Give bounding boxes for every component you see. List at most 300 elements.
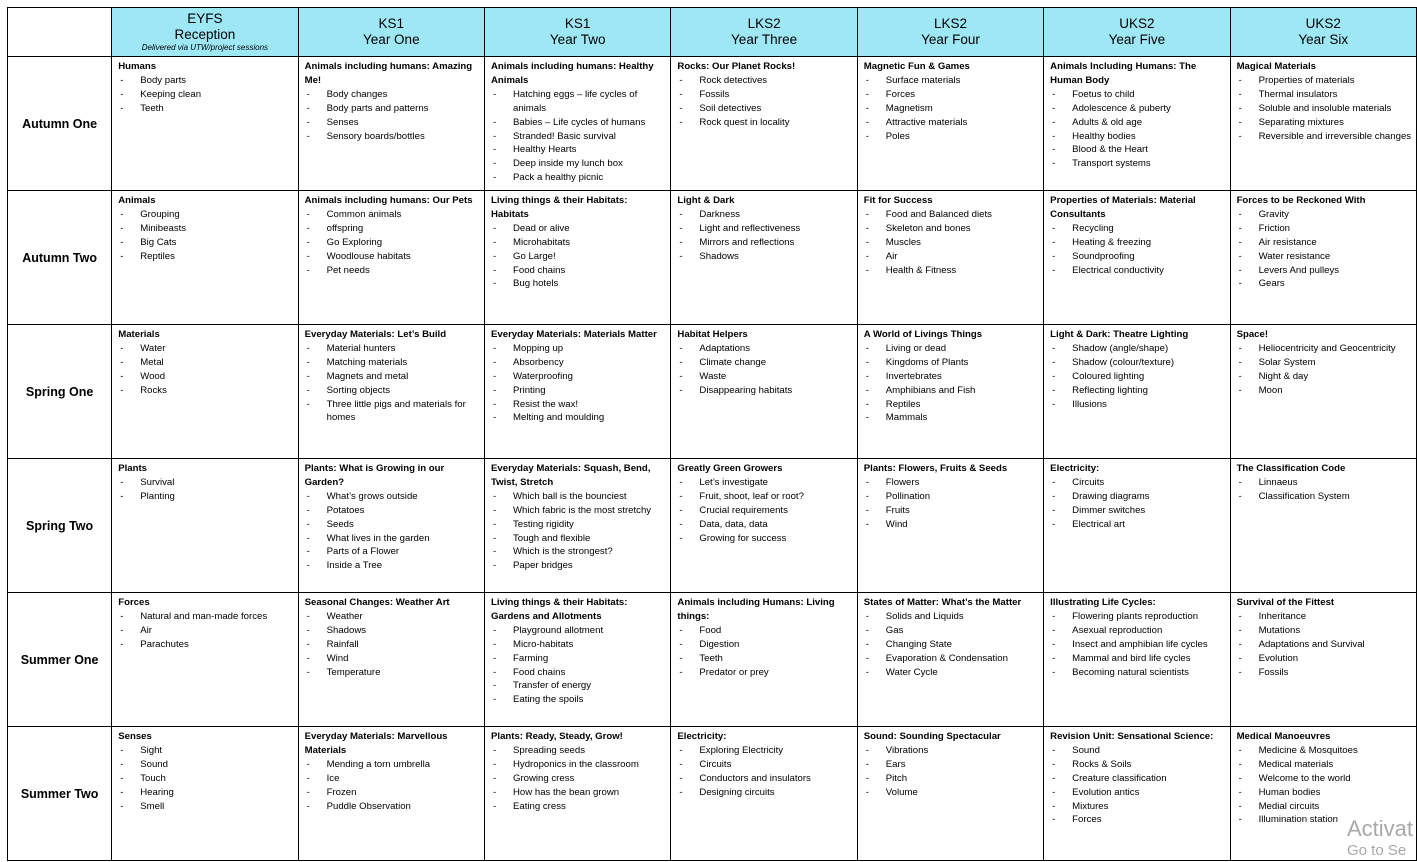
term-label: Autumn Two bbox=[8, 191, 112, 325]
unit-cell bbox=[1230, 593, 1416, 727]
unit-cell bbox=[485, 57, 671, 191]
curriculum-table bbox=[7, 7, 1417, 861]
unit-title: Forces bbox=[118, 597, 150, 608]
lesson-item: - Pollination bbox=[864, 490, 1039, 504]
lesson-item: - Body parts and patterns bbox=[305, 102, 480, 116]
lesson-item: - Weather bbox=[305, 610, 480, 624]
lesson-item: - Vibrations bbox=[864, 744, 1039, 758]
lesson-item: - Mixtures bbox=[1050, 800, 1225, 814]
lesson-list bbox=[1050, 88, 1225, 171]
unit-cell bbox=[857, 593, 1043, 727]
key-stage-label: KS1 bbox=[378, 16, 405, 31]
lesson-list bbox=[118, 476, 293, 504]
lesson-item: - Waterproofing bbox=[491, 370, 666, 384]
lesson-list bbox=[864, 476, 1039, 532]
header-cell bbox=[1044, 8, 1230, 57]
lesson-item: - Illumination station bbox=[1237, 813, 1412, 827]
lesson-item: - Teeth bbox=[677, 652, 852, 666]
unit-cell bbox=[857, 191, 1043, 325]
lesson-item: - Melting and moulding bbox=[491, 411, 666, 425]
lesson-item: - Health & Fitness bbox=[864, 264, 1039, 278]
unit-cell bbox=[112, 57, 298, 191]
lesson-item: - Adolescence & puberty bbox=[1050, 102, 1225, 116]
unit-title: Living things & their Habitats: Habitats bbox=[491, 195, 628, 220]
term-row bbox=[8, 459, 1417, 593]
unit-title: Everyday Materials: Marvellous Materials bbox=[304, 731, 448, 756]
unit-cell bbox=[112, 593, 298, 727]
lesson-item: - Babies – Life cycles of humans bbox=[491, 116, 666, 130]
lesson-item: - Levers And pulleys bbox=[1237, 264, 1412, 278]
header-cell bbox=[298, 8, 484, 57]
lesson-item: - Sight bbox=[118, 744, 293, 758]
unit-cell bbox=[1044, 459, 1230, 593]
key-stage-label: LKS2 bbox=[747, 16, 781, 31]
lesson-item: - Micro-habitats bbox=[491, 638, 666, 652]
lesson-list bbox=[118, 208, 293, 264]
lesson-item: - Ears bbox=[864, 758, 1039, 772]
unit-cell bbox=[671, 57, 857, 191]
unit-title: Habitat Helpers bbox=[677, 329, 748, 340]
unit-title: Rocks: Our Planet Rocks! bbox=[677, 61, 796, 72]
lesson-item: - Matching materials bbox=[305, 356, 480, 370]
lesson-item: - Fossils bbox=[1237, 666, 1412, 680]
lesson-item: - Dead or alive bbox=[491, 222, 666, 236]
lesson-item: - Water resistance bbox=[1237, 250, 1412, 264]
unit-cell bbox=[671, 191, 857, 325]
lesson-item: - Medicine & Mosquitoes bbox=[1237, 744, 1412, 758]
unit-cell bbox=[298, 325, 484, 459]
unit-cell bbox=[1044, 191, 1230, 325]
lesson-list bbox=[677, 744, 852, 800]
unit-title: Light & Dark: Theatre Lighting bbox=[1050, 329, 1189, 340]
lesson-item: - Blood & the Heart bbox=[1050, 143, 1225, 157]
header-corner-cell bbox=[8, 8, 112, 57]
header-cell bbox=[671, 8, 857, 57]
lesson-list bbox=[305, 758, 480, 814]
unit-cell bbox=[671, 593, 857, 727]
lesson-item: - Foetus to child bbox=[1050, 88, 1225, 102]
lesson-item: - Shadow (angle/shape) bbox=[1050, 342, 1225, 356]
lesson-list bbox=[305, 490, 480, 573]
lesson-item: - Digestion bbox=[677, 638, 852, 652]
lesson-item: - Light and reflectiveness bbox=[677, 222, 852, 236]
lesson-item: - Three little pigs and materials for homes bbox=[305, 398, 480, 426]
lesson-item: - Air resistance bbox=[1237, 236, 1412, 250]
unit-title: Everyday Materials: Let’s Build bbox=[304, 329, 447, 340]
unit-cell bbox=[1044, 325, 1230, 459]
lesson-item: - Metal bbox=[118, 356, 293, 370]
unit-title: Plants bbox=[118, 463, 148, 474]
lesson-item: - Which ball is the bounciest bbox=[491, 490, 666, 504]
lesson-item: - Attractive materials bbox=[864, 116, 1039, 130]
unit-title: Fit for Success bbox=[863, 195, 933, 206]
lesson-list bbox=[118, 610, 293, 652]
lesson-list bbox=[864, 208, 1039, 278]
lesson-item: - Soundproofing bbox=[1050, 250, 1225, 264]
lesson-item: - Rocks & Soils bbox=[1050, 758, 1225, 772]
year-group-label: Year One bbox=[363, 32, 420, 47]
lesson-item: - Pitch bbox=[864, 772, 1039, 786]
lesson-item: - Let’s investigate bbox=[677, 476, 852, 490]
lesson-item: - Paper bridges bbox=[491, 559, 666, 573]
lesson-list bbox=[677, 208, 852, 264]
lesson-item: - Farming bbox=[491, 652, 666, 666]
unit-title: Humans bbox=[118, 61, 157, 72]
lesson-item: - Keeping clean bbox=[118, 88, 293, 102]
term-row bbox=[8, 57, 1417, 191]
lesson-item: - Reptiles bbox=[864, 398, 1039, 412]
unit-title: Forces to be Reckoned With bbox=[1236, 195, 1366, 206]
lesson-item: - Inheritance bbox=[1237, 610, 1412, 624]
unit-cell bbox=[1044, 57, 1230, 191]
unit-cell bbox=[485, 325, 671, 459]
lesson-item: - Shadow (colour/texture) bbox=[1050, 356, 1225, 370]
lesson-item: - Pet needs bbox=[305, 264, 480, 278]
lesson-item: - Solids and Liquids bbox=[864, 610, 1039, 624]
lesson-item: - Friction bbox=[1237, 222, 1412, 236]
lesson-list bbox=[491, 222, 666, 292]
lesson-list bbox=[1237, 610, 1412, 680]
lesson-item: - Teeth bbox=[118, 102, 293, 116]
lesson-item: - offspring bbox=[305, 222, 480, 236]
lesson-item: - Mopping up bbox=[491, 342, 666, 356]
lesson-list bbox=[118, 74, 293, 116]
lesson-item: - Coloured lighting bbox=[1050, 370, 1225, 384]
lesson-item: - Which fabric is the most stretchy bbox=[491, 504, 666, 518]
lesson-list bbox=[677, 74, 852, 130]
lesson-item: - Sorting objects bbox=[305, 384, 480, 398]
lesson-item: - Magnets and metal bbox=[305, 370, 480, 384]
lesson-item: - Climate change bbox=[677, 356, 852, 370]
lesson-item: - Properties of materials bbox=[1237, 74, 1412, 88]
lesson-item: - Kingdoms of Plants bbox=[864, 356, 1039, 370]
lesson-item: - Forces bbox=[1050, 813, 1225, 827]
unit-cell bbox=[112, 191, 298, 325]
lesson-item: - Temperature bbox=[305, 666, 480, 680]
unit-title: Space! bbox=[1236, 329, 1269, 340]
lesson-item: - Playground allotment bbox=[491, 624, 666, 638]
lesson-item: - What lives in the garden bbox=[305, 532, 480, 546]
unit-title: Animals including humans: Our Pets bbox=[304, 195, 473, 206]
lesson-item: - Crucial requirements bbox=[677, 504, 852, 518]
lesson-item: - Evolution bbox=[1237, 652, 1412, 666]
lesson-list bbox=[677, 476, 852, 546]
year-group-label: Year Two bbox=[549, 32, 606, 47]
lesson-item: - Reflecting lighting bbox=[1050, 384, 1225, 398]
lesson-item: - Evaporation & Condensation bbox=[864, 652, 1039, 666]
header-row bbox=[8, 8, 1417, 57]
lesson-item: - Illusions bbox=[1050, 398, 1225, 412]
lesson-item: - Thermal insulators bbox=[1237, 88, 1412, 102]
lesson-item: - Human bodies bbox=[1237, 786, 1412, 800]
lesson-list bbox=[491, 624, 666, 707]
lesson-item: - Medical materials bbox=[1237, 758, 1412, 772]
lesson-item: - Absorbency bbox=[491, 356, 666, 370]
lesson-item: - Solar System bbox=[1237, 356, 1412, 370]
term-row bbox=[8, 593, 1417, 727]
term-row bbox=[8, 325, 1417, 459]
lesson-item: - Heliocentricity and Geocentricity bbox=[1237, 342, 1412, 356]
key-stage-label: LKS2 bbox=[933, 16, 967, 31]
lesson-item: - Frozen bbox=[305, 786, 480, 800]
unit-cell bbox=[485, 593, 671, 727]
year-group-label: Year Four bbox=[921, 32, 980, 47]
lesson-list bbox=[864, 610, 1039, 680]
lesson-item: - Heating & freezing bbox=[1050, 236, 1225, 250]
lesson-item: - Reversible and irreversible changes bbox=[1237, 130, 1412, 144]
lesson-item: - Smell bbox=[118, 800, 293, 814]
lesson-item: - Puddle Observation bbox=[305, 800, 480, 814]
header-cell bbox=[1230, 8, 1416, 57]
lesson-item: - Ice bbox=[305, 772, 480, 786]
lesson-list bbox=[864, 342, 1039, 425]
unit-title: Senses bbox=[118, 731, 152, 742]
lesson-list bbox=[1237, 342, 1412, 398]
lesson-item: - Transport systems bbox=[1050, 157, 1225, 171]
unit-title: Plants: What is Growing in our Garden? bbox=[304, 463, 445, 488]
lesson-item: - Body changes bbox=[305, 88, 480, 102]
lesson-list bbox=[491, 342, 666, 425]
lesson-item: - Shadows bbox=[305, 624, 480, 638]
unit-cell bbox=[671, 459, 857, 593]
lesson-item: - Soil detectives bbox=[677, 102, 852, 116]
lesson-item: - Deep inside my lunch box bbox=[491, 157, 666, 171]
unit-title: Animals bbox=[118, 195, 156, 206]
lesson-item: - Go Large! bbox=[491, 250, 666, 264]
lesson-item: - Wind bbox=[864, 518, 1039, 532]
unit-cell bbox=[112, 325, 298, 459]
term-row bbox=[8, 191, 1417, 325]
term-label: Autumn One bbox=[8, 57, 112, 191]
lesson-item: - Separating mixtures bbox=[1237, 116, 1412, 130]
lesson-item: - Sound bbox=[1050, 744, 1225, 758]
lesson-item: - Fruit, shoot, leaf or root? bbox=[677, 490, 852, 504]
year-group-label: Year Five bbox=[1108, 32, 1166, 47]
lesson-item: - Muscles bbox=[864, 236, 1039, 250]
lesson-item: - Eating cress bbox=[491, 800, 666, 814]
lesson-item: - Touch bbox=[118, 772, 293, 786]
unit-cell bbox=[485, 727, 671, 861]
lesson-item: - Welcome to the world bbox=[1237, 772, 1412, 786]
lesson-item: - Disappearing habitats bbox=[677, 384, 852, 398]
lesson-item: - Woodlouse habitats bbox=[305, 250, 480, 264]
lesson-list bbox=[491, 490, 666, 573]
lesson-item: - Transfer of energy bbox=[491, 679, 666, 693]
lesson-list bbox=[1237, 476, 1412, 504]
unit-cell bbox=[857, 57, 1043, 191]
lesson-item: - Healthy Hearts bbox=[491, 143, 666, 157]
unit-title: Survival of the Fittest bbox=[1236, 597, 1335, 608]
lesson-item: - Eating the spoils bbox=[491, 693, 666, 707]
lesson-list bbox=[1050, 610, 1225, 680]
unit-cell bbox=[1230, 325, 1416, 459]
unit-title: Electricity: bbox=[677, 731, 727, 742]
header-cell bbox=[112, 8, 298, 57]
lesson-item: - Go Exploring bbox=[305, 236, 480, 250]
lesson-item: - Rock detectives bbox=[677, 74, 852, 88]
lesson-item: - Becoming natural scientists bbox=[1050, 666, 1225, 680]
lesson-item: - Parachutes bbox=[118, 638, 293, 652]
lesson-item: - Waste bbox=[677, 370, 852, 384]
year-group-label: Reception bbox=[174, 27, 236, 42]
unit-cell bbox=[298, 57, 484, 191]
unit-title: Animals including humans: Healthy Animals bbox=[491, 61, 654, 86]
lesson-item: - Growing cress bbox=[491, 772, 666, 786]
lesson-item: - Darkness bbox=[677, 208, 852, 222]
lesson-item: - Water Cycle bbox=[864, 666, 1039, 680]
lesson-item: - Mammals bbox=[864, 411, 1039, 425]
unit-title: Properties of Materials: Material Consultants bbox=[1050, 195, 1196, 220]
lesson-item: - Surface materials bbox=[864, 74, 1039, 88]
lesson-list bbox=[491, 744, 666, 814]
key-stage-label: KS1 bbox=[564, 16, 591, 31]
lesson-list bbox=[1050, 222, 1225, 278]
lesson-item: - Healthy bodies bbox=[1050, 130, 1225, 144]
unit-cell bbox=[671, 325, 857, 459]
lesson-list bbox=[1050, 342, 1225, 412]
term-label: Spring One bbox=[8, 325, 112, 459]
key-stage-label: UKS2 bbox=[1305, 16, 1341, 31]
lesson-item: - Skeleton and bones bbox=[864, 222, 1039, 236]
watermark-line-1: Activat bbox=[1347, 816, 1414, 841]
lesson-item: - Stranded! Basic survival bbox=[491, 130, 666, 144]
lesson-item: - Planting bbox=[118, 490, 293, 504]
unit-title: Animals including humans: Amazing Me! bbox=[304, 61, 473, 86]
unit-cell bbox=[298, 727, 484, 861]
lesson-item: - Big Cats bbox=[118, 236, 293, 250]
unit-cell bbox=[1044, 727, 1230, 861]
lesson-item: - Amphibians and Fish bbox=[864, 384, 1039, 398]
lesson-item: - Food chains bbox=[491, 264, 666, 278]
lesson-list bbox=[1050, 476, 1225, 532]
unit-title: Magical Materials bbox=[1236, 61, 1317, 72]
lesson-list bbox=[1237, 74, 1412, 144]
lesson-item: - Spreading seeds bbox=[491, 744, 666, 758]
lesson-item: - Linnaeus bbox=[1237, 476, 1412, 490]
term-label: Summer Two bbox=[8, 727, 112, 861]
unit-title: Plants: Flowers, Fruits & Seeds bbox=[863, 463, 1008, 474]
unit-cell bbox=[1044, 593, 1230, 727]
lesson-item: - Predator or prey bbox=[677, 666, 852, 680]
lesson-item: - Drawing diagrams bbox=[1050, 490, 1225, 504]
activation-watermark bbox=[1347, 816, 1417, 860]
lesson-list bbox=[491, 88, 666, 185]
unit-title: Medical Manoeuvres bbox=[1236, 731, 1331, 742]
lesson-list bbox=[305, 208, 480, 278]
lesson-item: - What’s grows outside bbox=[305, 490, 480, 504]
unit-title: Illustrating Life Cycles: bbox=[1050, 597, 1156, 608]
lesson-list bbox=[305, 610, 480, 680]
unit-cell bbox=[857, 459, 1043, 593]
lesson-item: - Mending a torn umbrella bbox=[305, 758, 480, 772]
lesson-item: - Designing circuits bbox=[677, 786, 852, 800]
lesson-item: - Gravity bbox=[1237, 208, 1412, 222]
unit-title: Light & Dark bbox=[677, 195, 735, 206]
lesson-item: - Moon bbox=[1237, 384, 1412, 398]
lesson-item: - Mutations bbox=[1237, 624, 1412, 638]
lesson-item: - Medial circuits bbox=[1237, 800, 1412, 814]
lesson-item: - Hatching eggs – life cycles of animals bbox=[491, 88, 666, 116]
lesson-item: - Reptiles bbox=[118, 250, 293, 264]
lesson-item: - Seeds bbox=[305, 518, 480, 532]
lesson-item: - Asexual reproduction bbox=[1050, 624, 1225, 638]
lesson-item: - Evolution antics bbox=[1050, 786, 1225, 800]
lesson-item: - Rainfall bbox=[305, 638, 480, 652]
unit-cell bbox=[1230, 57, 1416, 191]
lesson-item: - Growing for success bbox=[677, 532, 852, 546]
unit-title: States of Matter: What’s the Matter bbox=[863, 597, 1022, 608]
lesson-item: - Fruits bbox=[864, 504, 1039, 518]
lesson-list bbox=[1237, 208, 1412, 291]
unit-cell bbox=[112, 727, 298, 861]
lesson-item: - Adaptations and Survival bbox=[1237, 638, 1412, 652]
lesson-item: - Material hunters bbox=[305, 342, 480, 356]
lesson-item: - Printing bbox=[491, 384, 666, 398]
lesson-item: - Adults & old age bbox=[1050, 116, 1225, 130]
lesson-item: - Potatoes bbox=[305, 504, 480, 518]
lesson-item: - Circuits bbox=[677, 758, 852, 772]
lesson-item: - Testing rigidity bbox=[491, 518, 666, 532]
unit-cell bbox=[112, 459, 298, 593]
lesson-item: - Gas bbox=[864, 624, 1039, 638]
lesson-item: - Shadows bbox=[677, 250, 852, 264]
unit-cell bbox=[1230, 459, 1416, 593]
lesson-item: - Conductors and insulators bbox=[677, 772, 852, 786]
year-group-label: Year Three bbox=[731, 32, 798, 47]
lesson-item: - Sensory boards/bottles bbox=[305, 130, 480, 144]
unit-cell bbox=[857, 325, 1043, 459]
lesson-item: - Living or dead bbox=[864, 342, 1039, 356]
unit-title: Magnetic Fun & Games bbox=[863, 61, 970, 72]
lesson-item: - Soluble and insoluble materials bbox=[1237, 102, 1412, 116]
unit-title: Seasonal Changes: Weather Art bbox=[304, 597, 450, 608]
lesson-item: - Mammal and bird life cycles bbox=[1050, 652, 1225, 666]
lesson-item: - Parts of a Flower bbox=[305, 545, 480, 559]
unit-title: Everyday Materials: Squash, Bend, Twist, Stretch bbox=[491, 463, 651, 488]
lesson-item: - Rock quest in locality bbox=[677, 116, 852, 130]
lesson-item: - Wood bbox=[118, 370, 293, 384]
lesson-item: - Adaptations bbox=[677, 342, 852, 356]
lesson-item: - Which is the strongest? bbox=[491, 545, 666, 559]
lesson-item: - Common animals bbox=[305, 208, 480, 222]
lesson-item: - Electrical conductivity bbox=[1050, 264, 1225, 278]
unit-cell bbox=[298, 593, 484, 727]
lesson-item: - Exploring Electricity bbox=[677, 744, 852, 758]
key-stage-label: UKS2 bbox=[1119, 16, 1155, 31]
unit-title: Electricity: bbox=[1050, 463, 1100, 474]
lesson-item: - Senses bbox=[305, 116, 480, 130]
lesson-item: - Creature classification bbox=[1050, 772, 1225, 786]
lesson-item: - Poles bbox=[864, 130, 1039, 144]
lesson-item: - Air bbox=[864, 250, 1039, 264]
lesson-item: - Food chains bbox=[491, 666, 666, 680]
term-row bbox=[8, 727, 1417, 861]
lesson-item: - Bug hotels bbox=[491, 277, 666, 291]
lesson-item: - Resist the wax! bbox=[491, 398, 666, 412]
lesson-item: - Volume bbox=[864, 786, 1039, 800]
unit-title: Revision Unit: Sensational Science: bbox=[1050, 731, 1214, 742]
lesson-item: - Food bbox=[677, 624, 852, 638]
unit-cell bbox=[1230, 191, 1416, 325]
delivery-note: Delivered via UTW/project sessions bbox=[141, 43, 269, 52]
lesson-item: - Magnetism bbox=[864, 102, 1039, 116]
unit-title: The Classification Code bbox=[1236, 463, 1346, 474]
lesson-list bbox=[864, 74, 1039, 144]
unit-title: Living things & their Habitats: Gardens and Allotments bbox=[491, 597, 628, 622]
lesson-item: - Recycling bbox=[1050, 222, 1225, 236]
unit-cell bbox=[298, 459, 484, 593]
lesson-item: - Dimmer switches bbox=[1050, 504, 1225, 518]
